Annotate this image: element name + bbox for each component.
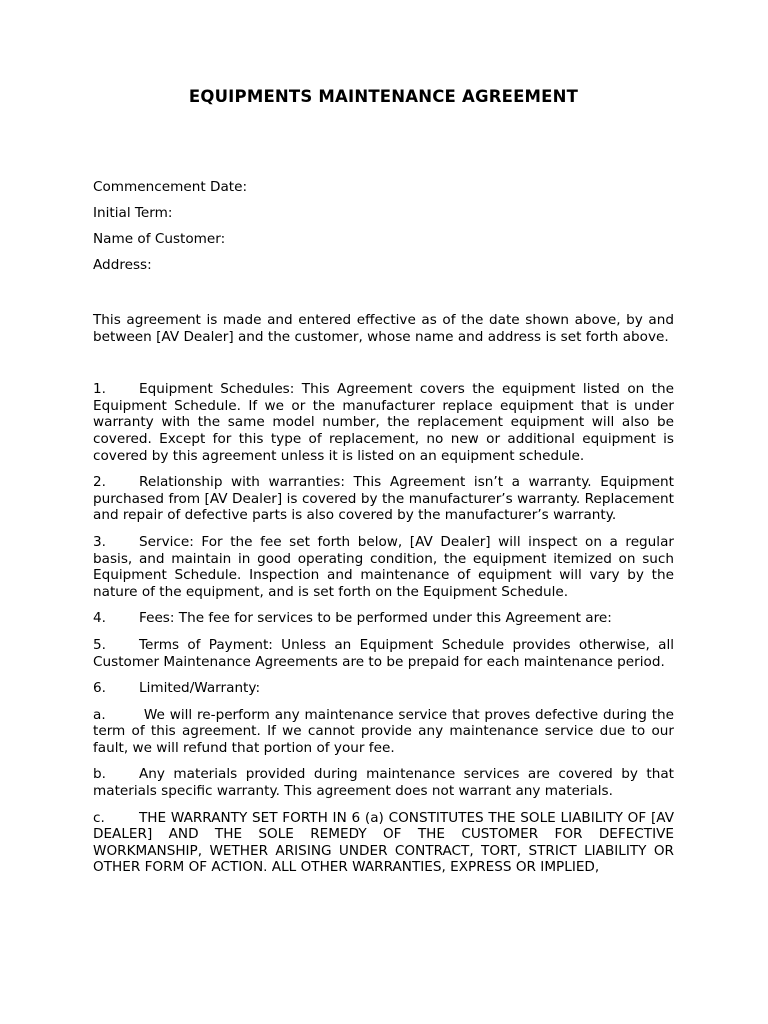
clause-text: Any materials provided during maintenance services are covered by that materials specific warranty. This agreement does not warrant any materials. (93, 766, 674, 800)
clause-2 (93, 474, 674, 524)
clause-number: 3. (93, 533, 106, 550)
clause-text: Relationship with warranties: This Agreement isn’t a warranty. Equipment purchased from [AV Dealer] is covered by the manufacturer’s warranty. Replacement and repair of defective parts is also covered by the manufacturer’s warranty. (93, 474, 674, 524)
clause-number: 1. (93, 381, 106, 398)
clause-text: THE WARRANTY SET FORTH IN 6 (a) CONSTITUTES THE SOLE LIABILITY OF [AV DEALER] AND THE SOLE REMEDY OF THE CUSTOMER FOR DEFECTIVE WORKMANSHIP, WETHER ARISING UNDER CONTRACT, TORT, STRICT LIABILITY OR OTHER FORM OF ACTION. ALL OTHER WARRANTIES, EXPRESS OR IMPLIED, (93, 809, 674, 876)
clause-number: 5. (93, 636, 106, 653)
agreement-body (93, 312, 674, 886)
clause-number: 6. (93, 680, 106, 697)
field-commencement-date: Commencement Date: (93, 179, 248, 195)
clause-6b (93, 766, 674, 799)
clause-text: Limited/Warranty: (139, 680, 261, 697)
clause-text: Fees: The fee for services to be performed under this Agreement are: (139, 610, 612, 627)
clause-number: c. (93, 809, 105, 826)
header-fields (93, 179, 674, 283)
field-initial-term: Initial Term: (93, 205, 173, 221)
clause-number: a. (93, 706, 106, 723)
clause-4 (93, 610, 674, 627)
clause-6c (93, 810, 674, 876)
document-title: EQUIPMENTS MAINTENANCE AGREEMENT (188, 87, 579, 106)
clause-number: 2. (93, 474, 106, 491)
clause-number: 4. (93, 610, 106, 627)
clause-text: Terms of Payment: Unless an Equipment Schedule provides otherwise, all Customer Maintenance Agreements are to be prepaid for each maintenance period. (93, 636, 674, 670)
clause-text: We will re-perform any maintenance service that proves defective during the term of this agreement. If we cannot provide any maintenance service due to our fault, we will refund that portion of your fee. (93, 706, 674, 756)
clause-6 (93, 680, 674, 697)
clause-number: b. (93, 766, 106, 783)
clause-text: Service: For the fee set forth below, [AV Dealer] will inspect on a regular basis, and maintain in good operating condition, the equipment itemized on such Equipment Schedule. Inspection and maintenance of equipment will vary by the nature of the equipment, and is set forth on the Equipment Schedule. (93, 533, 674, 600)
clause-text: Equipment Schedules: This Agreement covers the equipment listed on the Equipment Schedule. If we or the manufacturer replace equipment that is under warranty with the same model number, the replacement equipment will also be covered. Except for this type of replacement, no new or additional equipment is covered by this agreement unless it is listed on an equipment schedule. (93, 381, 674, 464)
clause-3 (93, 534, 674, 600)
clause-6a (93, 707, 674, 757)
field-name-of-customer: Name of Customer: (93, 231, 226, 247)
field-address: Address: (93, 257, 152, 273)
clause-5 (93, 637, 674, 670)
intro-paragraph: This agreement is made and entered effective as of the date shown above, by and between [AV Dealer] and the customer, whose name and address is set forth above. (93, 312, 674, 345)
clause-1 (93, 381, 674, 464)
